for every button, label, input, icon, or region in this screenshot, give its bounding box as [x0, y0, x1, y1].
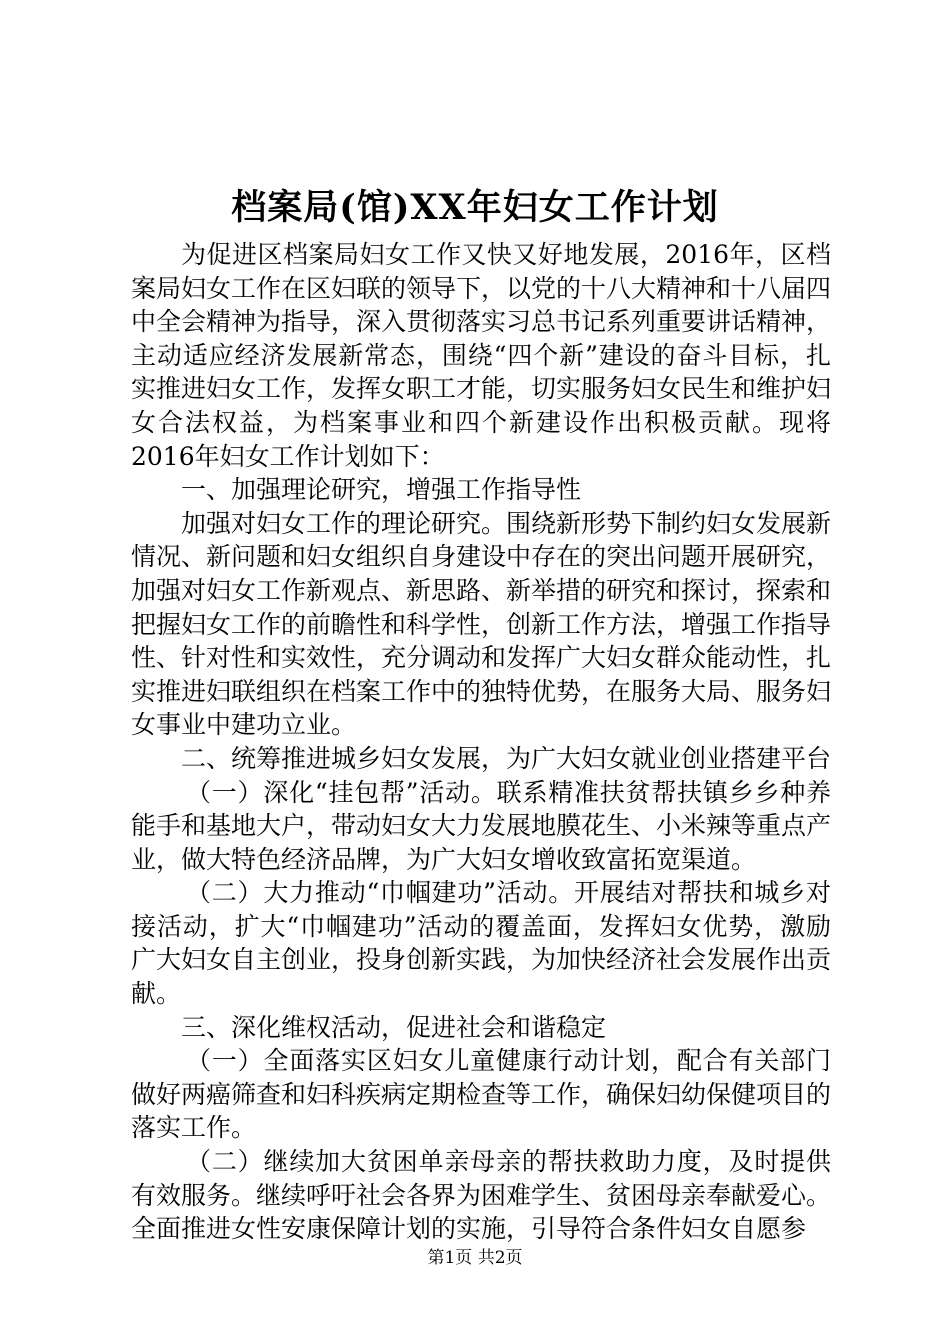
document-body: [131, 238, 831, 1246]
page-number-footer: 第1页 共2页: [427, 1248, 523, 1268]
section-2-item-2: （二）大力推动“巾帼建功”活动。开展结对帮扶和城乡对接活动，扩大“巾帼建功”活动的覆盖面，发挥妇女优势，激励广大妇女自主创业，投身创新实践，为加快经济社会发展作出贡献。: [131, 878, 832, 1009]
section-3-item-1: （一）全面落实区妇女儿童健康行动计划，配合有关部门做好两癌筛查和妇科疾病定期检查等工作，确保妇幼保健项目的落实工作。: [131, 1046, 832, 1143]
section-3-item-2: （二）继续加大贫困单亲母亲的帮扶救助力度，及时提供有效服务。继续呼吁社会各界为困难学生、贫困母亲奉献爱心。全面推进女性安康保障计划的实施，引导符合条件妇女自愿参: [131, 1147, 832, 1244]
section-2-item-1: （一）深化“挂包帮”活动。联系精准扶贫帮扶镇乡乡种养能手和基地大户，带动妇女大力发展地膜花生、小米辣等重点产业，做大特色经济品牌，为广大妇女增收致富拓宽渠道。: [131, 777, 832, 874]
section-heading-1: 一、加强理论研究，增强工作指导性: [181, 475, 582, 505]
section-1-paragraph: 加强对妇女工作的理论研究。围绕新形势下制约妇女发展新情况、新问题和妇女组织自身建设中存在的突出问题开展研究，加强对妇女工作新观点、新思路、新举措的研究和探讨，探索和把握妇女工作的前瞻性和科学性，创新工作方法，增强工作指导性、针对性和实效性，充分调动和发挥广大妇女群众能动性，扎实推进妇联组织在档案工作中的独特优势，在服务大局、服务妇女事业中建功立业。: [131, 508, 832, 740]
section-heading-3: 三、深化维权活动，促进社会和谐稳定: [181, 1012, 607, 1042]
section-heading-2: 二、统筹推进城乡妇女发展，为广大妇女就业创业搭建平台: [181, 743, 832, 773]
document-title: 档案局(馆)XX年妇女工作计划: [231, 187, 719, 228]
intro-paragraph: 为促进区档案局妇女工作又快又好地发展，2016年，区档案局妇女工作在区妇联的领导下，以党的十八大精神和十八届四中全会精神为指导，深入贯彻落实习总书记系列重要讲话精神，主动适应经济发展新常态，围绕“四个新”建设的奋斗目标，扎实推进妇女工作，发挥女职工才能，切实服务妇女民生和维护妇女合法权益，为档案事业和四个新建设作出积极贡献。现将2016年妇女工作计划如下：: [131, 240, 832, 471]
